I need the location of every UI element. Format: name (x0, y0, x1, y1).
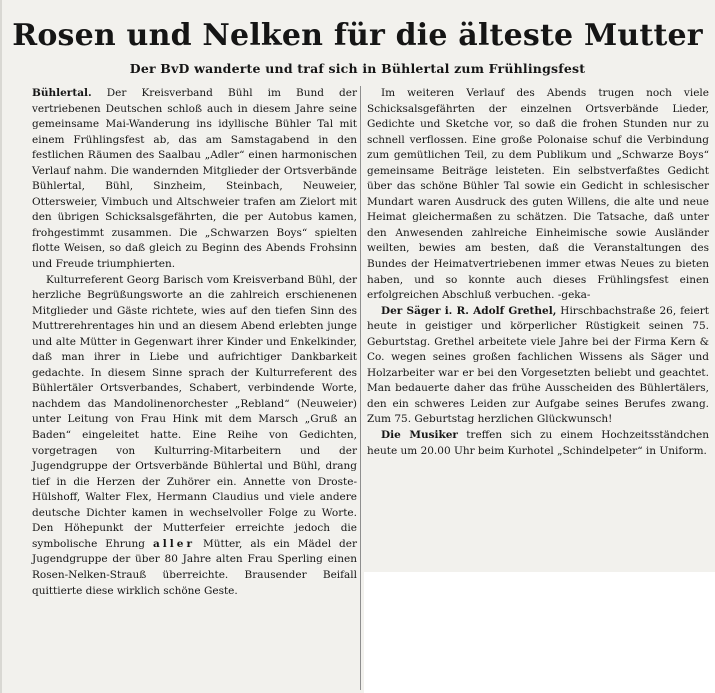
left-column (32, 86, 357, 599)
left-paragraph-2 (32, 273, 357, 599)
column-divider (360, 86, 361, 690)
headline: Rosen und Nelken für die älteste Mutter (12, 18, 703, 53)
right-paragraph-1 (367, 86, 709, 304)
blank-area (364, 572, 715, 693)
birthday-lead: Der Säger i. R. Adolf Grethel, (381, 304, 557, 317)
left-paragraph-2-tail: Mütter, als ein Mädel der Jugendgruppe der über 80 Jahre alten Frau Sperling einen Rosen-Nelken-Strauß überreichte. Brausender Beifall quittierte diese wirklich schöne Geste. (32, 537, 358, 597)
right-column (367, 86, 709, 459)
left-paragraph-1 (32, 86, 357, 273)
right-paragraph-3 (367, 428, 709, 459)
spaced-word: aller (153, 537, 195, 550)
right-paragraph-2-text: Hirschbachstraße 26, feiert heute in geistiger und körperlicher Rüstigkeit seinen 75. Geburtstag. Grethel arbeitete viele Jahre bei der Firma Kern & Co. wegen seines großen fachlichen Wissens als Säger und Holzarbeiter war er bei den Vorgesetzten beliebt und geachtet. Man bedauerte daher das frühe Ausscheiden des Bühlertälers, den ein schweres Leiden zur Aufgabe seines Berufes zwang. Zum 75. Geburtstag herzlichen Glückwunsch! (367, 304, 709, 426)
right-paragraph-2 (367, 304, 709, 428)
author-sign: -geka- (557, 289, 591, 302)
right-paragraph-1-text: Im weiteren Verlauf des Abends trugen noch viele Schicksalsgefährten der einzelnen Ortsverbände Lieder, Gedichte und Sketche vor, so daß die frohen Stunden nur zu schnell verflossen. Eine große Polonaise schuf die Verbindung zum gemütlichen Teil, zu dem Publikum und „Schwarze Boys“ gemeinsame Beiträge leisteten. Ein selbstverfaßtes Gedicht über das schöne Bühler Tal sowie ein Gedicht in schlesischer Mundart waren Ausdruck des guten Willens, die alte und neue Heimat gleichermaßen zu schätzen. Die Tatsache, daß unter den Anwesenden zahlreiche Einheimische sowie Ausländer weilten, bewies am besten, daß die Veranstaltungen des Bundes der Heimatvertriebenen immer etwas Neues zu bieten haben, und so konnte auch dieses Frühlingsfest einen erfolgreichen Abschluß verbuchen. (367, 87, 709, 302)
subheadline: Der BvD wanderte und traf sich in Bühlertal zum Frühlingsfest (129, 61, 586, 76)
dateline: Bühlertal. (32, 87, 92, 99)
left-paragraph-2-text: Kulturreferent Georg Barisch vom Kreisverband Bühl, der herzliche Begrüßungsworte an die zahlreich erschienenen Mitglieder und Gäste richtete, wies auf den tiefen Sinn des Muttrerehrentages hin und an diesem Abend erlebten junge und alte Mütter in Gegenwart ihrer Kinder und Enkelkinder, daß man ihrer in Liebe und aufrichtiger Dankbarkeit gedachte. In diesem Sinne sprach der Kulturreferent des Bühlertäler Ortsverbandes, Schabert, verbindende Worte, nachdem das Mandolinenorchester „Rebland“ (Neuweier) unter Leitung von Frau Hink mit dem Marsch „Gruß an Baden“ eingeleitet hatte. Eine Reihe von Gedichten, vorgetragen von Kulturring-Mitarbeitern und der Jugendgruppe der Ortsverbände Bühlertal und Bühl, drang tief in die Herzen der Zuhörer ein. Annette von Droste-Hülshoff, Walter Flex, Hermann Claudius und viele andere deutsche Dichter kamen in wechselvoller Folge zu Worte. Den Höhepunkt der Mutterfeier erreichte jedoch die symbolische Ehrung (32, 273, 357, 550)
musicians-lead: Die Musiker (381, 429, 458, 442)
right-paragraph-3-text: treffen sich zu einem Hochzeitsständchen heute um 20.00 Uhr beim Kurhotel „Schindelpeter“ in Uniform. (367, 429, 709, 457)
left-paragraph-1-text: Der Kreisverband Bühl im Bund der vertriebenen Deutschen schloß auch in diesem Jahre seine gemeinsame Mai-Wanderung ins idyllische Bühler Tal mit einem Frühlingsfest ab, das am Samstagabend in den festlichen Räumen des Saalbau „Adler“ einen harmonischen Verlauf nahm. Die wandernden Mitglieder der Ortsverbände Bühlertal, Bühl, Sinzheim, Steinbach, Neuweier, Ottersweier, Vimbuch und Altschweier trafen am Zielort mit den übrigen Schicksalsgefährten, die per Autobus kamen, frohgestimmt zusammen. Die „Schwarzen Boys“ spielten flotte Weisen, so daß gleich zu Beginn des Abends Frohsinn und Freude triumphierten. (32, 87, 358, 271)
